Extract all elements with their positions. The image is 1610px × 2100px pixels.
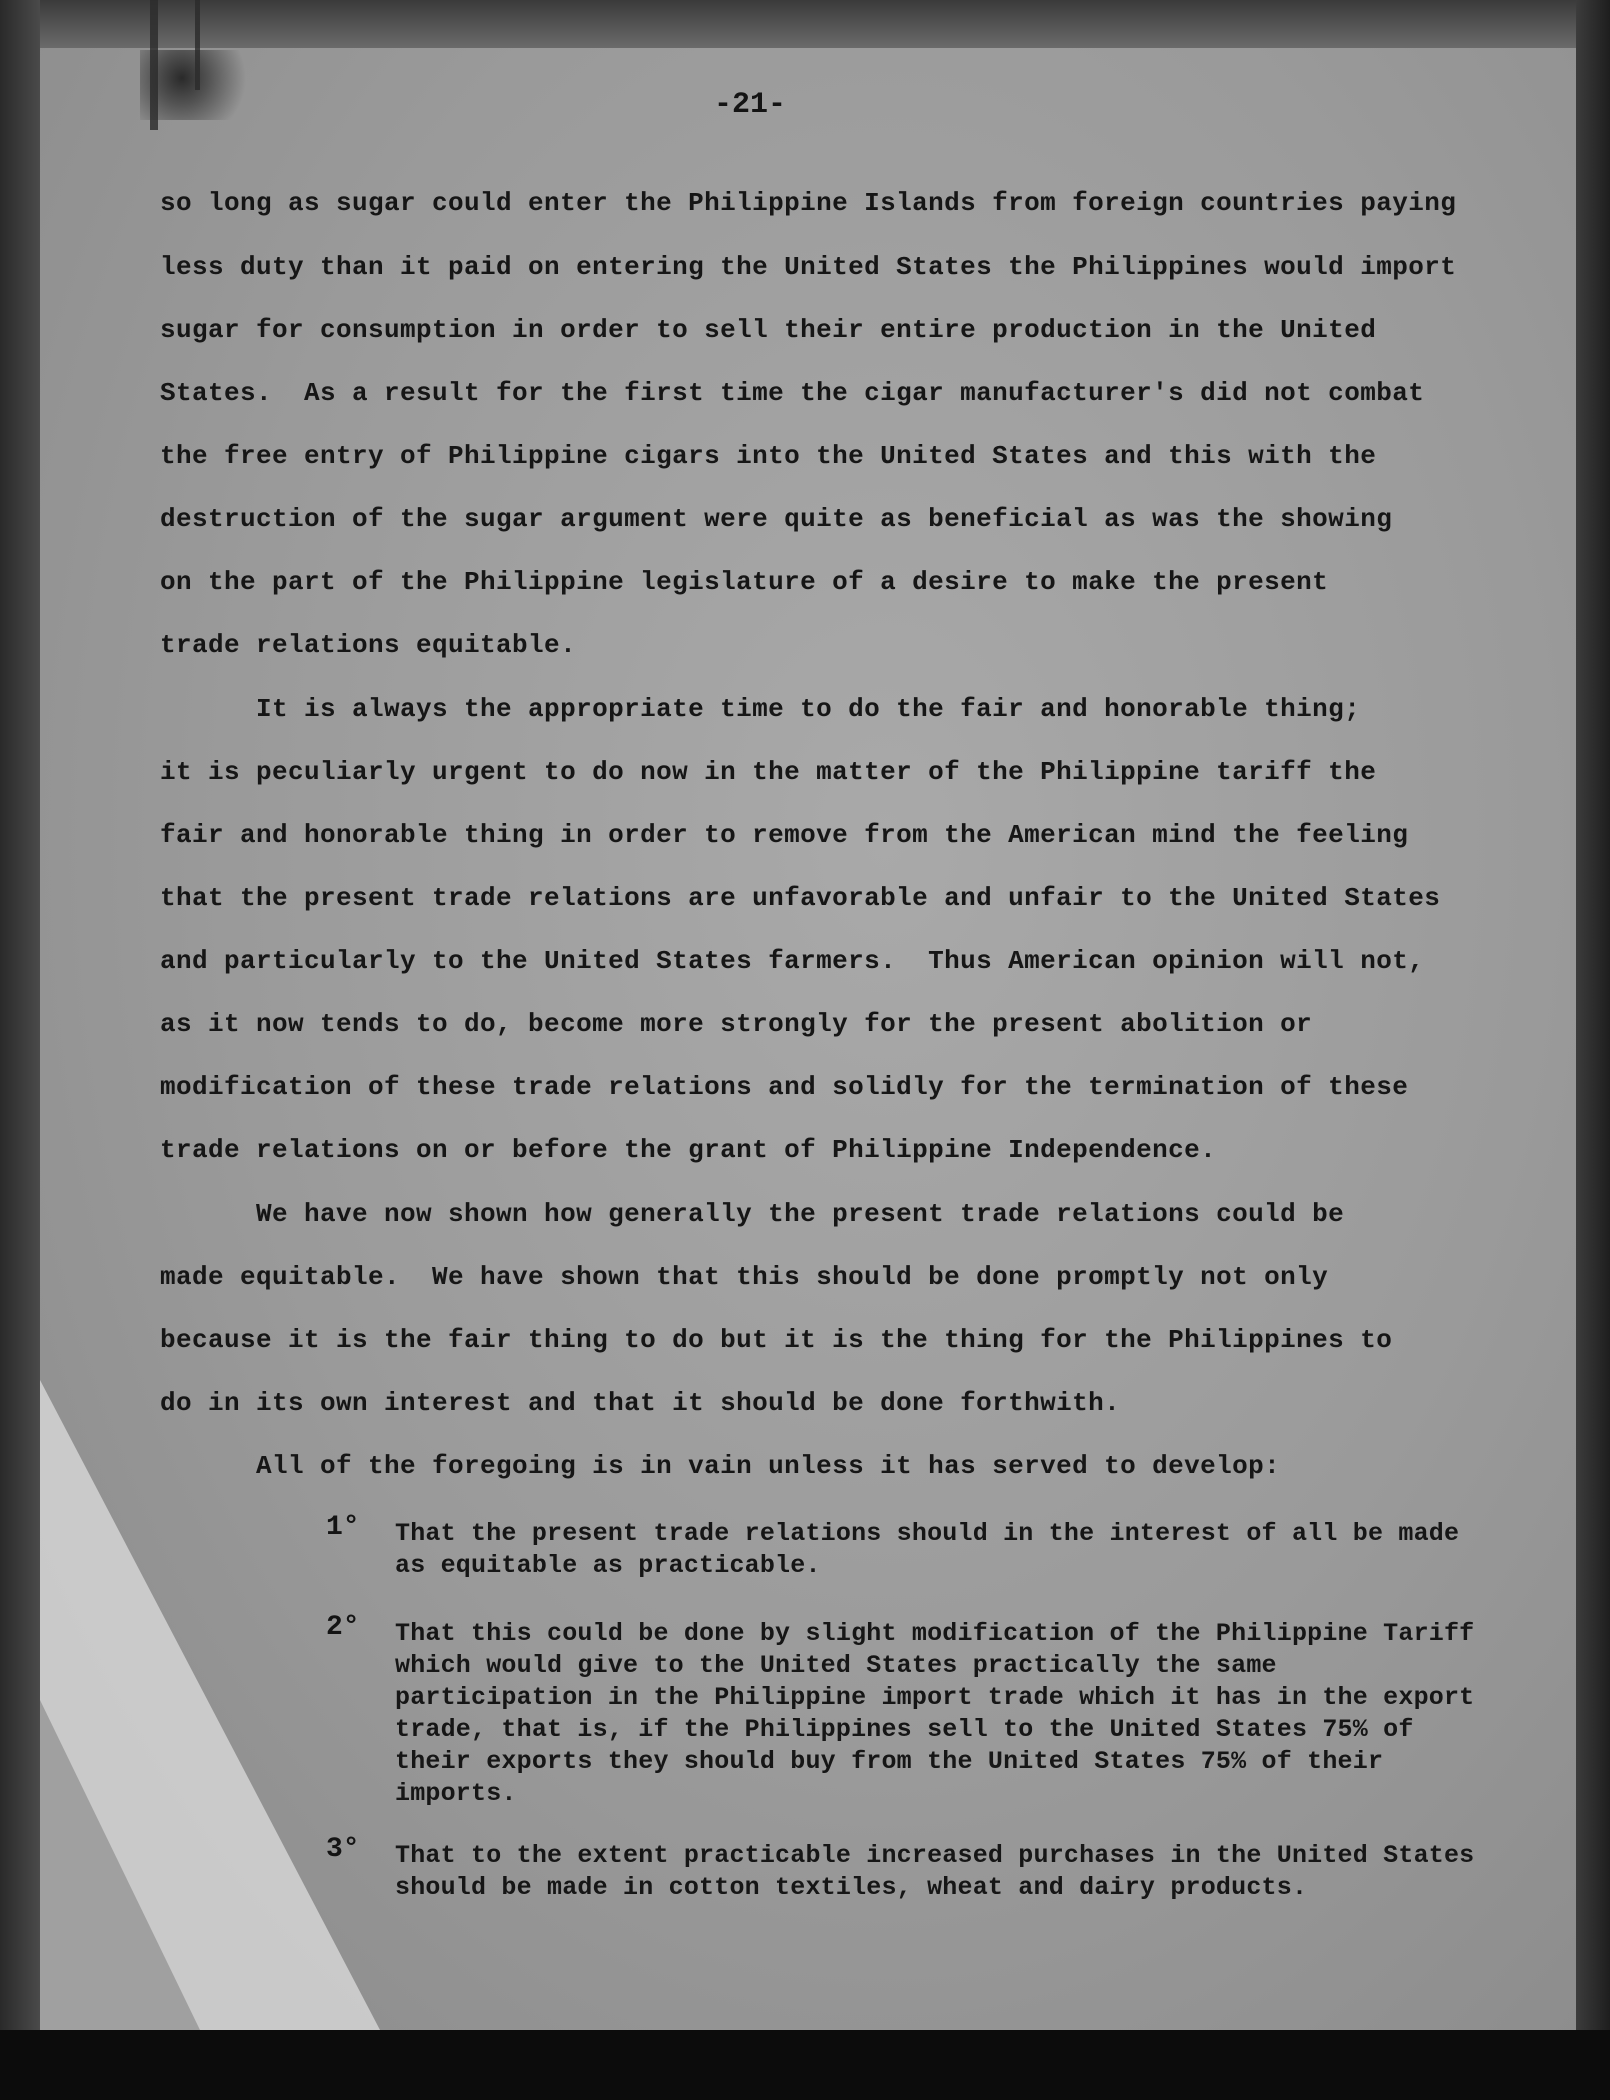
paragraph-1-line: States. As a result for the first time the cigar manufacturer's did not combat	[160, 378, 1425, 408]
scan-right-border	[1576, 0, 1610, 2100]
paragraph-1-line: destruction of the sugar argument were quite as beneficial as was the showing	[160, 504, 1393, 534]
item-marker: 3°	[326, 1834, 360, 1865]
scan-left-border	[0, 0, 40, 2100]
paragraph-2-line: It is always the appropriate time to do the fair and honorable thing;	[160, 694, 1361, 724]
paragraph-1-line: the free entry of Philippine cigars into the United States and this with the	[160, 441, 1377, 471]
paragraph-2-line: trade relations on or before the grant of Philippine Independence.	[160, 1135, 1217, 1165]
item-text: That the present trade relations should in the interest of all be made as equitable as practicable.	[395, 1519, 1460, 1580]
paragraph-2-line: as it now tends to do, become more strongly for the present abolition or	[160, 1009, 1313, 1039]
paragraph-2-line: and particularly to the United States farmers. Thus American opinion will not,	[160, 946, 1425, 976]
folded-corner-shadow	[40, 1700, 200, 2030]
paragraph-2-line: it is peculiarly urgent to do now in the matter of the Philippine tariff the	[160, 757, 1377, 787]
paragraph-3-line: do in its own interest and that it should be done forthwith.	[160, 1388, 1121, 1418]
item-marker: 1°	[326, 1512, 360, 1543]
scan-bottom-border	[0, 2030, 1610, 2100]
paragraph-3-line: made equitable. We have shown that this should be done promptly not only	[160, 1262, 1329, 1292]
paragraph-2-line: fair and honorable thing in order to remove from the American mind the feeling	[160, 820, 1409, 850]
paragraph-2-line: modification of these trade relations and solidly for the termination of these	[160, 1072, 1409, 1102]
paragraph-1-line: on the part of the Philippine legislature of a desire to make the present	[160, 567, 1329, 597]
item-text: That to the extent practicable increased purchases in the United States should be made in cotton textiles, wheat and dairy products.	[395, 1841, 1475, 1902]
paragraph-1-line: less duty than it paid on entering the United States the Philippines would import	[160, 252, 1457, 282]
ink-streak	[195, 0, 200, 90]
ink-smudge	[140, 50, 280, 120]
paragraph-1-line: so long as sugar could enter the Philippine Islands from foreign countries paying	[160, 188, 1457, 218]
ink-streak	[150, 0, 158, 130]
item-text: That this could be done by slight modification of the Philippine Tariff which would give to the United States practically the same participation in the Philippine import trade which it has in the export trade, that is, if the Philippines sell to the United States 75% of their exports they should buy from the United States 75% of their imports.	[395, 1619, 1475, 1808]
page-number: -21-	[713, 88, 786, 122]
paragraph-3-line: We have now shown how generally the present trade relations could be	[160, 1199, 1345, 1229]
paragraph-4-line: All of the foregoing is in vain unless it has served to develop:	[160, 1451, 1281, 1481]
item-marker: 2°	[326, 1612, 360, 1643]
paragraph-1-line: sugar for consumption in order to sell their entire production in the United	[160, 315, 1377, 345]
paragraph-3-line: because it is the fair thing to do but it is the thing for the Philippines to	[160, 1325, 1393, 1355]
paragraph-2-line: that the present trade relations are unfavorable and unfair to the United States	[160, 883, 1441, 913]
paragraph-1-line: trade relations equitable.	[160, 630, 577, 660]
scan-top-border	[0, 0, 1610, 48]
